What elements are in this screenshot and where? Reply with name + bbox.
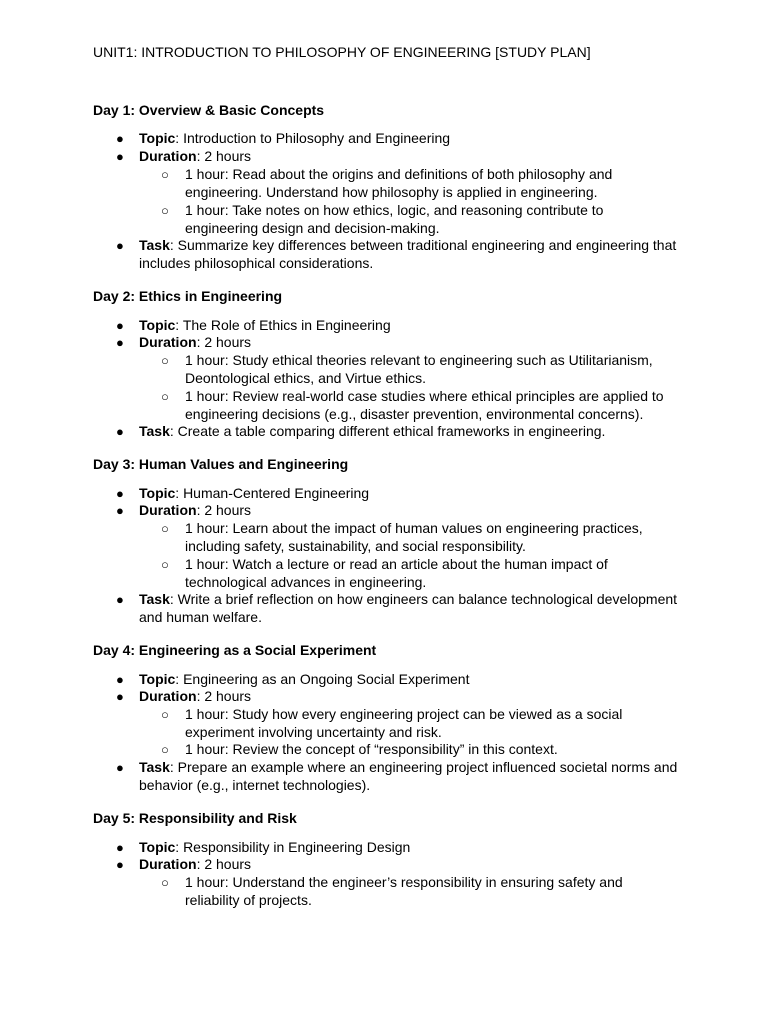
bullet-circle: ○ (161, 557, 169, 572)
topic-text: : The Role of Ethics in Engineering (175, 317, 391, 333)
task-text: : Write a brief reflection on how engineers can balance technological development and human welfare. (139, 591, 678, 625)
day-4-heading: Day 4: Engineering as a Social Experiment (93, 642, 377, 658)
bullet-circle: ○ (161, 167, 169, 182)
document-title: UNIT1: INTRODUCTION TO PHILOSOPHY OF ENGINEERING [STUDY PLAN] (93, 44, 591, 60)
duration-text: : 2 hours (196, 502, 252, 518)
bullet-dot: ● (116, 238, 124, 253)
bullet-dot: ● (116, 672, 124, 687)
day-3-heading: Day 3: Human Values and Engineering (93, 456, 349, 472)
duration-text: : 2 hours (196, 334, 252, 350)
duration-label: Duration (139, 334, 197, 350)
duration-label: Duration (139, 502, 197, 518)
bullet-dot: ● (116, 840, 124, 855)
day-5-heading: Day 5: Responsibility and Risk (93, 810, 297, 826)
bullet-circle: ○ (161, 521, 169, 536)
bullet-dot: ● (116, 689, 124, 704)
bullet-dot: ● (116, 592, 124, 607)
topic-text: : Responsibility in Engineering Design (175, 839, 411, 855)
day-2-task (139, 423, 679, 441)
duration-label: Duration (139, 688, 197, 704)
task-text: : Summarize key differences between traditional engineering and engineering that includes philosophical considerations. (139, 237, 677, 271)
topic-label: Topic (139, 130, 176, 146)
bullet-dot: ● (116, 486, 124, 501)
day-1-heading: Day 1: Overview & Basic Concepts (93, 102, 325, 118)
task-label: Task (139, 591, 170, 607)
day-4-duration (139, 688, 679, 706)
topic-label: Topic (139, 317, 176, 333)
day-5-subitem-1: 1 hour: Understand the engineer’s responsibility in ensuring safety and reliability of projects. (185, 874, 623, 908)
duration-text: : 2 hours (196, 688, 252, 704)
duration-label: Duration (139, 856, 197, 872)
bullet-dot: ● (116, 335, 124, 350)
topic-label: Topic (139, 839, 176, 855)
task-text: : Create a table comparing different ethical frameworks in engineering. (169, 423, 606, 439)
bullet-circle: ○ (161, 742, 169, 757)
bullet-circle: ○ (161, 707, 169, 722)
bullet-dot: ● (116, 318, 124, 333)
day-1-subitem-2: 1 hour: Take notes on how ethics, logic, and reasoning contribute to engineering design and decision-making. (185, 202, 604, 236)
day-4-topic (139, 671, 679, 689)
task-label: Task (139, 759, 170, 775)
topic-text: : Introduction to Philosophy and Engineering (175, 130, 451, 146)
day-4-subitem-2: 1 hour: Review the concept of “responsibility” in this context. (185, 741, 558, 757)
topic-text: : Engineering as an Ongoing Social Experiment (175, 671, 470, 687)
task-label: Task (139, 423, 170, 439)
bullet-circle: ○ (161, 353, 169, 368)
bullet-dot: ● (116, 760, 124, 775)
day-2-duration (139, 334, 679, 352)
topic-text: : Human-Centered Engineering (175, 485, 370, 501)
day-1-task (139, 237, 679, 272)
bullet-dot: ● (116, 131, 124, 146)
bullet-circle: ○ (161, 389, 169, 404)
bullet-circle: ○ (161, 875, 169, 890)
day-4-task (139, 759, 679, 794)
day-3-subitem-1: 1 hour: Learn about the impact of human values on engineering practices, including safety, sustainability, and social responsibility. (185, 520, 643, 554)
bullet-dot: ● (116, 503, 124, 518)
bullet-dot: ● (116, 424, 124, 439)
duration-text: : 2 hours (196, 148, 252, 164)
day-1-topic (139, 130, 679, 148)
day-3-subitem-2: 1 hour: Watch a lecture or read an article about the human impact of technological advances in engineering. (185, 556, 608, 590)
bullet-circle: ○ (161, 203, 169, 218)
day-2-subitem-1: 1 hour: Study ethical theories relevant to engineering such as Utilitarianism, Deontological ethics, and Virtue ethics. (185, 352, 653, 386)
day-2-heading: Day 2: Ethics in Engineering (93, 288, 283, 304)
day-5-topic (139, 839, 679, 857)
task-text: : Prepare an example where an engineering project influenced societal norms and behavior (e.g., internet technologies). (139, 759, 678, 793)
day-4-subitem-1: 1 hour: Study how every engineering project can be viewed as a social experiment involving uncertainty and risk. (185, 706, 623, 740)
topic-label: Topic (139, 485, 176, 501)
day-2-topic (139, 317, 679, 335)
day-3-topic (139, 485, 679, 503)
bullet-dot: ● (116, 149, 124, 164)
duration-label: Duration (139, 148, 197, 164)
topic-label: Topic (139, 671, 176, 687)
day-2-subitem-2: 1 hour: Review real-world case studies where ethical principles are applied to engineering decisions (e.g., disaster prevention, environmental concerns). (185, 388, 664, 422)
day-3-duration (139, 502, 679, 520)
day-1-duration (139, 148, 679, 166)
task-label: Task (139, 237, 170, 253)
day-3-task (139, 591, 679, 626)
bullet-dot: ● (116, 857, 124, 872)
duration-text: : 2 hours (196, 856, 252, 872)
day-5-duration (139, 856, 679, 874)
day-1-subitem-1: 1 hour: Read about the origins and definitions of both philosophy and engineering. Understand how philosophy is applied in engineering. (185, 166, 613, 200)
